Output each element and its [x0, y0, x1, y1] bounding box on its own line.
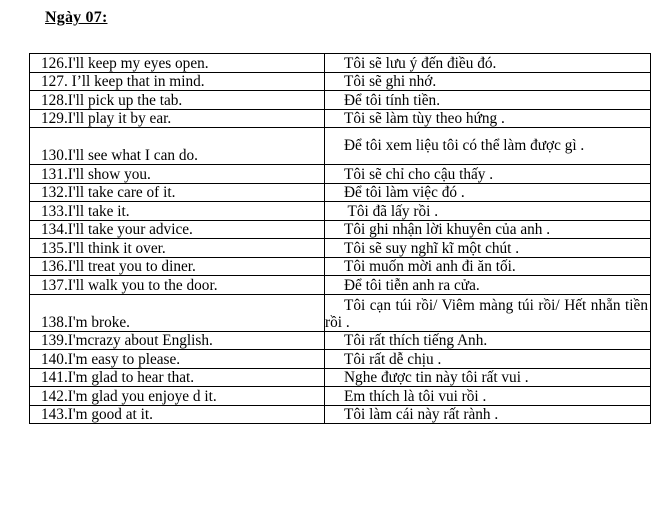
vietnamese-translation: Tôi sẽ lưu ý đến điều đó.: [325, 54, 651, 73]
english-phrase: 139.I'mcrazy about English.: [30, 331, 325, 350]
vietnamese-translation: Tôi muốn mời anh đi ăn tối.: [325, 257, 651, 276]
english-phrase: 140.I'm easy to please.: [30, 350, 325, 369]
table-row: [30, 276, 651, 295]
table-row: [30, 220, 651, 239]
table-row: [30, 239, 651, 258]
table-row: [30, 368, 651, 387]
table-row: [30, 350, 651, 369]
table-row: [30, 91, 651, 110]
vietnamese-translation: Tôi sẽ chỉ cho cậu thấy .: [325, 165, 651, 184]
vietnamese-translation: Tôi sẽ suy nghĩ kĩ một chút .: [325, 239, 651, 258]
english-phrase: 131.I'll show you.: [30, 165, 325, 184]
english-phrase: 134.I'll take your advice.: [30, 220, 325, 239]
vietnamese-translation: Tôi rất thích tiếng Anh.: [325, 331, 651, 350]
vietnamese-translation: Tôi làm cái này rất rành .: [325, 405, 651, 424]
vietnamese-translation: Tôi ghi nhận lời khuyên của anh .: [325, 220, 651, 239]
vietnamese-translation: Tôi rất dễ chịu .: [325, 350, 651, 369]
table-row: [30, 165, 651, 184]
vietnamese-translation: Để tôi xem liệu tôi có thể làm được gì .: [325, 128, 651, 165]
table-row: [30, 54, 651, 73]
vietnamese-translation: Để tôi tính tiền.: [325, 91, 651, 110]
english-phrase: 143.I'm good at it.: [30, 405, 325, 424]
english-phrase: 126.I'll keep my eyes open.: [30, 54, 325, 73]
page-heading: Ngày 07:: [45, 9, 108, 26]
english-phrase: 130.I'll see what I can do.: [30, 128, 325, 165]
table-row: [30, 331, 651, 350]
table-row: [30, 72, 651, 91]
vietnamese-translation: Em thích là tôi vui rồi .: [325, 387, 651, 406]
english-phrase: 135.I'll think it over.: [30, 239, 325, 258]
table-row: [30, 257, 651, 276]
english-phrase: 129.I'll play it by ear.: [30, 109, 325, 128]
table-row: [30, 109, 651, 128]
table-row: [30, 202, 651, 221]
english-phrase: 136.I'll treat you to diner.: [30, 257, 325, 276]
english-phrase: 142.I'm glad you enjoye d it.: [30, 387, 325, 406]
english-phrase: 133.I'll take it.: [30, 202, 325, 221]
vietnamese-translation: Tôi sẽ làm tùy theo hứng .: [325, 109, 651, 128]
english-phrase: 138.I'm broke.: [30, 294, 325, 331]
english-phrase: 128.I'll pick up the tab.: [30, 91, 325, 110]
table-row: [30, 405, 651, 424]
vietnamese-translation: Để tôi tiễn anh ra cửa.: [325, 276, 651, 295]
english-phrase: 137.I'll walk you to the door.: [30, 276, 325, 295]
vietnamese-translation: Tôi cạn túi rồi/ Viêm màng túi rồi/ Hết nhẵn tiền rồi .: [325, 294, 651, 331]
vietnamese-translation: Nghe được tin này tôi rất vui .: [325, 368, 651, 387]
english-phrase: 132.I'll take care of it.: [30, 183, 325, 202]
english-phrase: 141.I'm glad to hear that.: [30, 368, 325, 387]
table-row: [30, 387, 651, 406]
table-row: [30, 294, 651, 331]
vietnamese-translation: Để tôi làm việc đó .: [325, 183, 651, 202]
phrase-table: [29, 53, 651, 424]
vietnamese-translation: Tôi đã lấy rồi .: [325, 202, 651, 221]
vietnamese-translation: Tôi sẽ ghi nhớ.: [325, 72, 651, 91]
table-row: [30, 128, 651, 165]
english-phrase: 127. I’ll keep that in mind.: [30, 72, 325, 91]
table-row: [30, 183, 651, 202]
